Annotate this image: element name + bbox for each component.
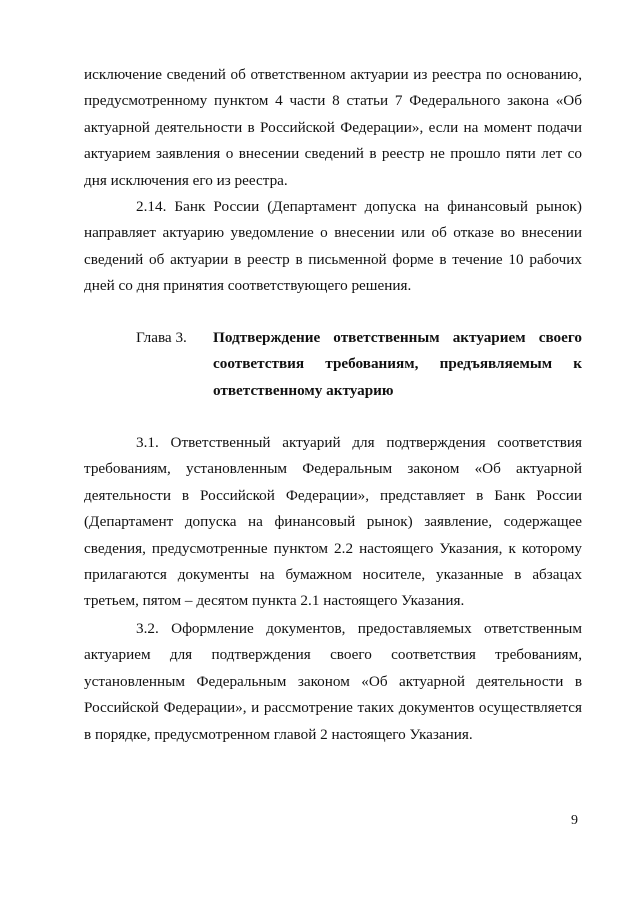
paragraph-2-14: 2.14. Банк России (Департамент допуска на финансовый рынок) направляет актуарию уведомление о внесении или об отказе во внесении сведений об актуарии в реестр в письменной форме в течение 10 рабочих дней со дня принятия соответствующего решения. xyxy=(84,198,582,295)
page-number: 9 xyxy=(571,813,578,828)
chapter-label: Глава 3. xyxy=(136,329,187,346)
paragraph-3-1: 3.1. Ответственный актуарий для подтверждения соответствия требованиям, установленным Федеральным законом «Об актуарной деятельности в Российской Федерации», представляет в Банк России (Департамент допуска на финансовый рынок) заявление, содержащее сведения, предусмотренные пунктом 2.2 настоящего Указания, к которому прилагаются документы на бумажном носителе, указанные в абзацах третьем, пятом – десятом пункта 2.1 настоящего Указания. xyxy=(84,434,582,610)
chapter-title: Подтверждение ответственным актуарием своего соответствия требованиям, предъявляемым к ответственному актуарию xyxy=(213,329,582,399)
paragraph-continuation: исключение сведений об ответственном актуарии из реестра по основанию, предусмотренному пунктом 4 части 8 статьи 7 Федерального закона «Об актуарной деятельности в Российской Федерации», если на момент подачи актуарием заявления о внесении сведений в реестр не прошло пяти лет со дня исключения его из реестра. xyxy=(84,66,582,189)
paragraph-3-2: 3.2. Оформление документов, предоставляемых ответственным актуарием для подтверждения своего соответствия требованиям, установленным Федеральным законом «Об актуарной деятельности в Российской Федерации», и рассмотрение таких документов осуществляется в порядке, предусмотренном главой 2 настоящего Указания. xyxy=(84,620,582,743)
